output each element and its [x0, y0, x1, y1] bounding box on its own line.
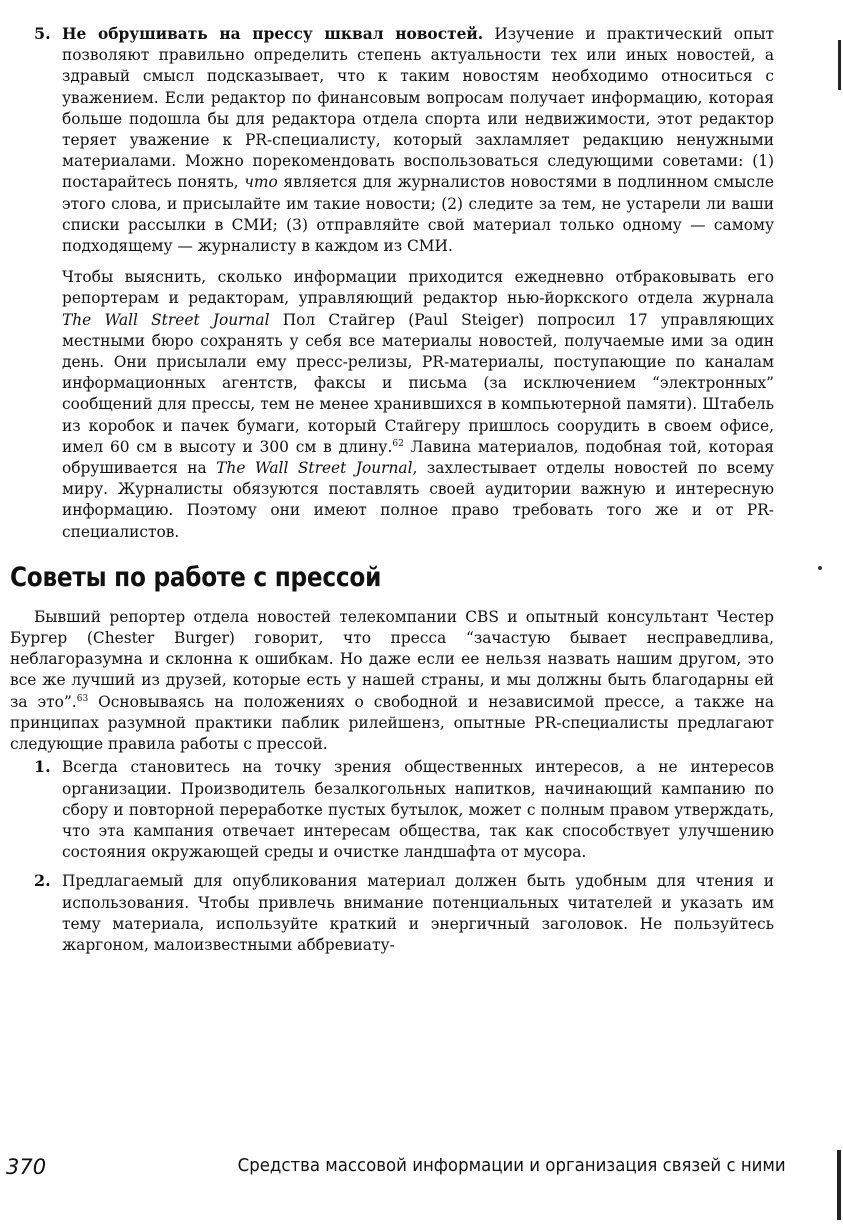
list-item-text [62, 24, 774, 257]
text-run: является для журналистов новостями в подлинном смысле этого слова, и присылайте им такие новости; (2) следите за тем, не устарели ли ваши списки рассылки в СМИ; (3) отправляйте свой материал только одному — самому подходящему — журналисту в каждом из СМИ. [62, 173, 774, 256]
page-footer [6, 1153, 786, 1183]
rules-list [10, 757, 774, 956]
footnote-ref: 63 [76, 693, 89, 704]
text-run: Пол Стайгер (Paul Steiger) попросил 17 управляющих местными бюро сохранять у себя все материалы новостей, получаемые ими за один день. Они присылали ему пресс-релизы, PR-материалы, поступающие по каналам информационных агентств, факсы и письма (за исключением “электронных” сообщений для прессы, тем не менее хранившихся в компьютерной памяти). Штабель из коробок и пачек бумаги, который Стайгеру пришлось соорудить в своем офисе, имел 60 см в высоту и 300 см в длину. [62, 310, 774, 456]
scan-speck [818, 566, 822, 570]
emphasis: что [244, 173, 278, 192]
scan-edge-mark [838, 40, 841, 90]
list-number: 1. [34, 757, 51, 777]
emphasis: The Wall Street Journal [62, 310, 270, 329]
text-run: Бывший репортер отдела новостей телекомпании CBS и опытный консультант Честер Бургер (Chester Burger) говорит, что пресса “зачастую бывает несправедлива, неблагоразумна и склонна к ошибкам. Но даже если ее нельзя назвать нашим другом, это все же лучший из друзей, которые есть у нашей страны, и мы должны быть благодарны ей за это”. [10, 607, 774, 711]
section-title: Советы по работе с прессой [10, 561, 382, 593]
text-run: Лавина материалов, подобная той, которая обрушивается на [62, 437, 774, 478]
emphasis: The Wall Street Journal [216, 459, 413, 478]
page-body [10, 24, 774, 964]
section-intro [10, 607, 774, 755]
text-run: Основываясь на положениях о свободной и независимой прессе, а также на принципах разумной практики паблик рилейшенз, опытные PR-специалисты предлагают следующие правила работы с прессой. [10, 692, 775, 754]
text-run: , захлестывает отделы новостей по всему миру. Журналисты обязуются поставлять своей аудитории важную и интересную информацию. Поэтому они имеют полное право требовать того же и от PR-специалистов. [62, 459, 774, 541]
text-run: Изучение и практический опыт позволяют правильно определить степень актуальности тех или иных новостей, а здравый смысл подсказывает, что к таким новостям необходимо относиться с уважением. Если редактор по финансовым вопросам получает информацию, которая больше подошла бы для редактора отдела спорта или недвижимости, этот редактор теряет уважение к PR-специалисту, который захламляет редакцию ненужными материалами. Можно порекомендовать воспользоваться следующими советами: (1) постарайтесь понять, [62, 25, 774, 192]
paragraph-wsj [62, 267, 774, 543]
item-lead: Не обрушивать на прессу шквал новостей. [62, 25, 484, 43]
footnote-ref: 62 [392, 438, 404, 449]
rule-item [10, 871, 774, 956]
rule-text: Предлагаемый для опубликования материал должен быть удобным для чтения и использования. Чтобы привлечь внимание потенциальных читателей и указать им тему материала, используйте краткий и энергичный заголовок. Не пользуйтесь жаргоном, малоизвестными аббревиату- [62, 872, 774, 954]
list-item-5 [10, 24, 774, 257]
rule-text: Всегда становитесь на точку зрения общественных интересов, а не интересов организации. Производитель безалкогольных напитков, начинающий кампанию по сбору и повторной переработке пустых бутылок, может с полным правом утверждать, что эта кампания отвечает интересам общества, так как способствует улучшению состояния окружающей среды и очистке ландшафта от мусора. [62, 758, 774, 862]
list-number: 5. [34, 24, 51, 43]
running-title: Средства массовой информации и организация связей с ними [237, 1155, 786, 1176]
page-number: 370 [6, 1155, 47, 1179]
rule-item [10, 757, 774, 863]
list-number: 2. [34, 871, 51, 891]
scan-edge-mark [837, 1150, 841, 1220]
paragraph-wsj-wrap [10, 267, 774, 543]
text-run: Чтобы выяснить, сколько информации приходится ежедневно отбраковывать его репортерам и редакторам, управляющий редактор нью-йоркского отдела журнала [62, 268, 774, 308]
